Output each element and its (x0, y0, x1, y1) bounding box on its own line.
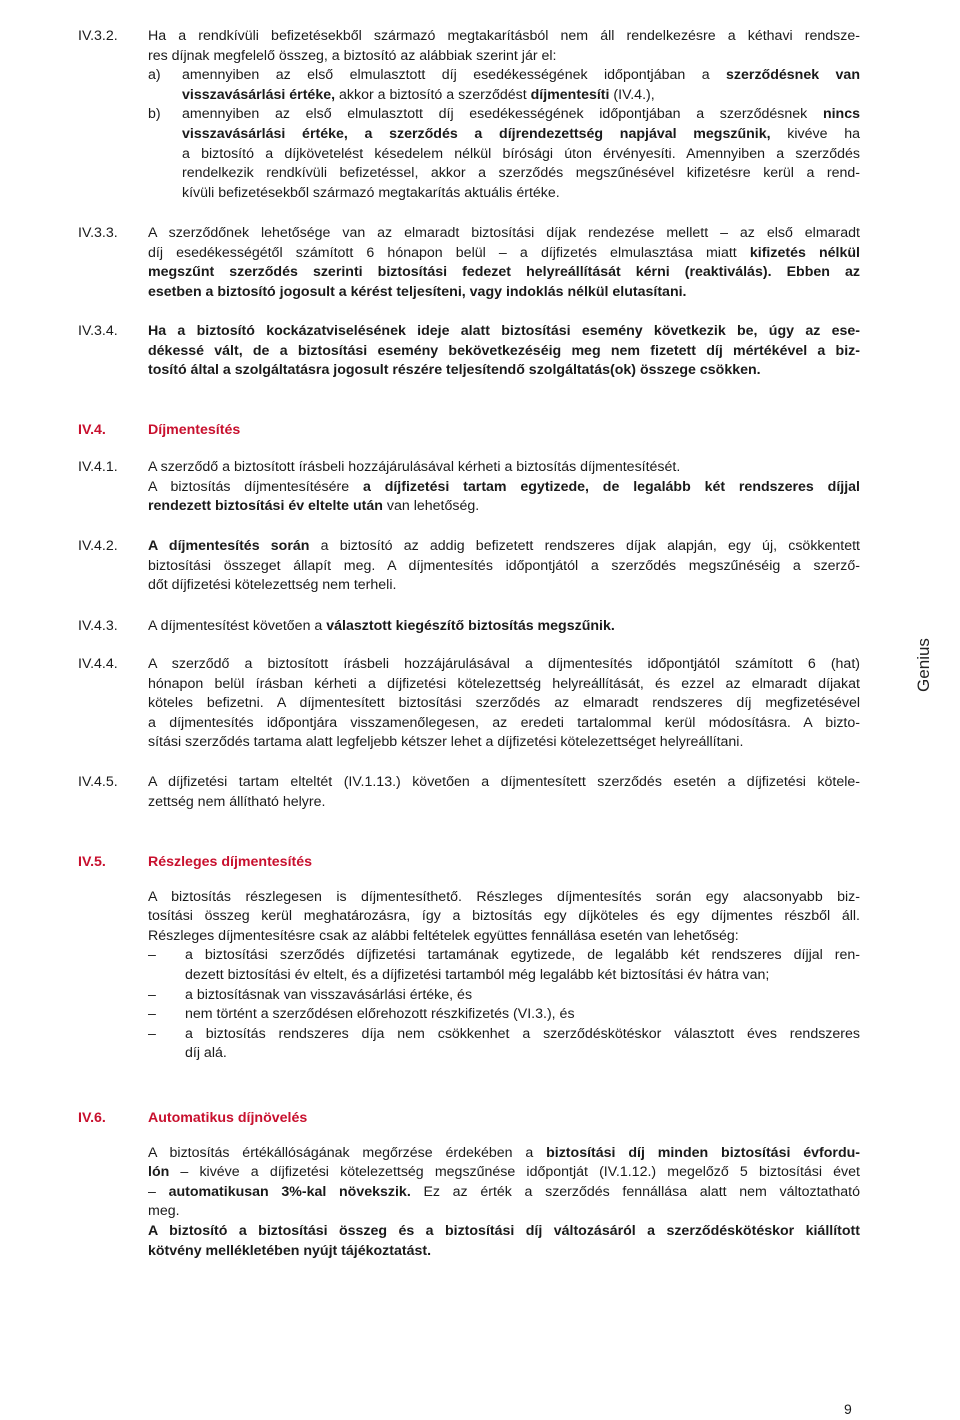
text-line: hónapon belül írásban kérheti a díjfizetési kötelezettség helyreállítását, és ezzel az elmaradt díjakat (148, 675, 860, 692)
side-label-text: Genius (914, 638, 934, 692)
section-body (148, 27, 860, 203)
text-line: lón – kivéve a díjfizetési kötelezettség megszűnése időpontját (IV.1.12.) megelőző 5 biztosítási évet (148, 1164, 860, 1181)
text-line: a díjmentesítés időpontjára visszamenőlegesen, az eredeti tartalommal kerül módosításra. A bizto- (148, 714, 860, 731)
text-line: A biztosítás értékállóságának megőrzése érdekében a biztosítási díj minden biztosítási évfordu- (148, 1144, 860, 1161)
text-line: dékessé vált, de a biztosítási esemény bekövetkezéséig meg nem fizetett díj mértékével a biz- (148, 342, 860, 359)
section-number: IV.4.1. (78, 459, 118, 475)
list-marker: a) (148, 67, 161, 84)
text-line: visszavásárlási értéke, a szerződés a díjrendezettség napjával megszűnik, kivéve ha (182, 125, 860, 142)
text-line: amennyiben az első elmulasztott díj esedékességének időpontjában a szerződésnek van (182, 67, 860, 84)
section-number: IV.6. (78, 1110, 106, 1126)
text-line: A szerződőnek lehetősége van az elmaradt biztosítási díjak rendezése mellett – az első elmaradt (148, 225, 860, 241)
section-number: IV.4.3. (78, 618, 118, 634)
section-body (148, 853, 860, 1064)
section-title: Automatikus díjnövelés (148, 1110, 308, 1126)
text-line: esetben a biztosító jogosult a kérést teljesíteni, vagy indoklás nélkül elutasítani. (148, 283, 687, 300)
text-line: a biztosítási szerződés díjfizetési tartamának egytizede, de legalább két rendszeres díjjal ren- (185, 947, 860, 964)
section-body (148, 1109, 860, 1261)
list-item (148, 1025, 860, 1064)
text-line: A díjfizetési tartam elteltét (IV.1.13.) követően a díjmentesített szerződés esetén a díjfizetési kötele- (148, 774, 860, 790)
section-title: Díjmentesítés (148, 422, 241, 438)
list-item (148, 986, 860, 1006)
text-line: tosító által a szolgáltatásra jogosult részére teljesítendő szolgáltatás(ok) összege csökken. (148, 362, 761, 379)
text-line: biztosítási összeget állapít meg. A díjmentesítés időpontjától a szerződés megszűnéséig a szerző- (148, 557, 860, 574)
section-number: IV.4.4. (78, 656, 118, 672)
list-marker: – (148, 1006, 156, 1023)
text-line: A biztosító a biztosítási összeg és a biztosítási díj változásáról a szerződéskötéskor kiállított (148, 1222, 860, 1239)
text-line: díj alá. (185, 1045, 227, 1062)
text-line: díj esedékességétől számított 6 hónapon belül – a díjfizetés elmulasztása miatt kifizetés nélkül (148, 244, 860, 261)
section-body (148, 458, 860, 517)
text-line: meg. (148, 1203, 180, 1220)
text-line: köteles befizetni. A díjmentesített biztosítási szerződés az elmaradt rendszeres díj megfizetésével (148, 695, 860, 712)
page-number: 9 (844, 1401, 852, 1417)
text-line: A biztosítás részlegesen is díjmentesíthető. Részleges díjmentesítés során egy alacsonyabb biz- (148, 888, 860, 905)
text-line: A díjmentesítést követően a választott kiegészítő biztosítás megszűnik. (148, 618, 615, 634)
section-body (148, 773, 860, 812)
text-line: visszavásárlási értéke, akkor a biztosító a szerződést díjmentesíti (IV.4.), (182, 86, 655, 103)
section-body (148, 537, 860, 596)
list-item (148, 946, 860, 985)
text-line: dőt díjfizetési kötelezettség nem terheli. (148, 577, 397, 594)
text-line: zettség nem állítható helyre. (148, 793, 326, 810)
text-line: sítási szerződés tartama alatt legfeljebb kétszer lehet a díjfizetési kötelezettséget helyreállítani. (148, 734, 744, 751)
text-line: nem történt a szerződésen előrehozott részkifizetés (VI.3.), és (185, 1006, 575, 1023)
text-line: res díjnak megfelelő összeg, a biztosító az alábbiak szerint jár el: (148, 47, 557, 64)
section-body (148, 617, 860, 637)
text-line: A szerződő a biztosított írásbeli hozzájárulásával a díjmentesítés időpontjától számított 6 (hat) (148, 656, 860, 672)
text-line: a biztosító a díjkövetelést késedelem nélkül bírósági úton érvényesíti. Amennyiben a szerződés (182, 145, 860, 162)
text-line: kívüli befizetésekből származó megtakarítás aktuális értéke. (182, 184, 560, 201)
text-line: rendezett biztosítási év eltelte után van lehetőség. (148, 498, 480, 515)
text-line: tosítási összeg kerül meghatározásra, így a biztosítás egy díjköteles és egy díjmentes részből áll. (148, 908, 860, 925)
list-marker: b) (148, 106, 161, 123)
section-body (148, 322, 860, 381)
list-marker: – (148, 986, 156, 1003)
section-number: IV.3.2. (78, 28, 118, 44)
text-line: rendelkezik rendkívüli befizetéssel, akkor a szerződés megszűnésével kifizetésre kerül a rend- (182, 165, 860, 182)
section-number: IV.3.4. (78, 323, 118, 339)
text-line: A biztosítás díjmentesítésére a díjfizetési tartam egytizede, de legalább két rendszeres díjjal (148, 478, 860, 495)
text-line: dezett biztosítási év eltelt, és a díjfizetési tartamból még legalább két biztosítási év hátra van; (185, 966, 770, 983)
section-number: IV.4. (78, 422, 106, 438)
section-number: IV.3.3. (78, 225, 118, 241)
list-item (148, 1005, 860, 1025)
section-number: IV.4.2. (78, 538, 118, 554)
text-line: Részleges díjmentesítésre csak az alábbi feltételek együttes fennállása esetén van lehetőség: (148, 927, 739, 944)
section-number: IV.4.5. (78, 774, 118, 790)
text-line: a biztosításnak van visszavásárlási értéke, és (185, 986, 473, 1003)
list-marker: – (148, 947, 156, 964)
text-line: kötvény mellékletében nyújt tájékoztatást. (148, 1242, 432, 1259)
section-title: Részleges díjmentesítés (148, 854, 313, 870)
text-line: Ha a biztosító kockázatviselésének ideje alatt biztosítási esemény következik be, úgy az ese- (148, 323, 860, 339)
text-line: Ha a rendkívüli befizetésekből származó megtakarításból nem áll rendelkezésre a kéthavi rendsze- (148, 28, 860, 44)
list-item-a (148, 66, 860, 105)
text-line: A szerződő a biztosított írásbeli hozzájárulásával kérheti a biztosítás díjmentesítését. (148, 459, 681, 475)
text-line: amennyiben az első elmulasztott díj esedékességének időpontjában a szerződésnek nincs (182, 106, 860, 123)
list-item-b (148, 105, 860, 203)
section-body (148, 224, 860, 302)
list-marker: – (148, 1025, 156, 1042)
section-body (148, 655, 860, 753)
text-line: A díjmentesítés során a biztosító az addig befizetett rendszeres díjak alapján, egy új, csökkentett (148, 538, 860, 554)
text-line: a biztosítás rendszeres díja nem csökkenhet a szerződéskötéskor választott éves rendszeres (185, 1025, 860, 1042)
text-line: megszűnt szerződés szerinti biztosítási fedezet helyreállítását kérni (reaktiválás). Ebben az (148, 264, 860, 281)
section-number: IV.5. (78, 854, 106, 870)
text-line: – automatikusan 3%-kal növekszik. Ez az érték a szerződés fennállása alatt nem változtatható (148, 1183, 860, 1200)
